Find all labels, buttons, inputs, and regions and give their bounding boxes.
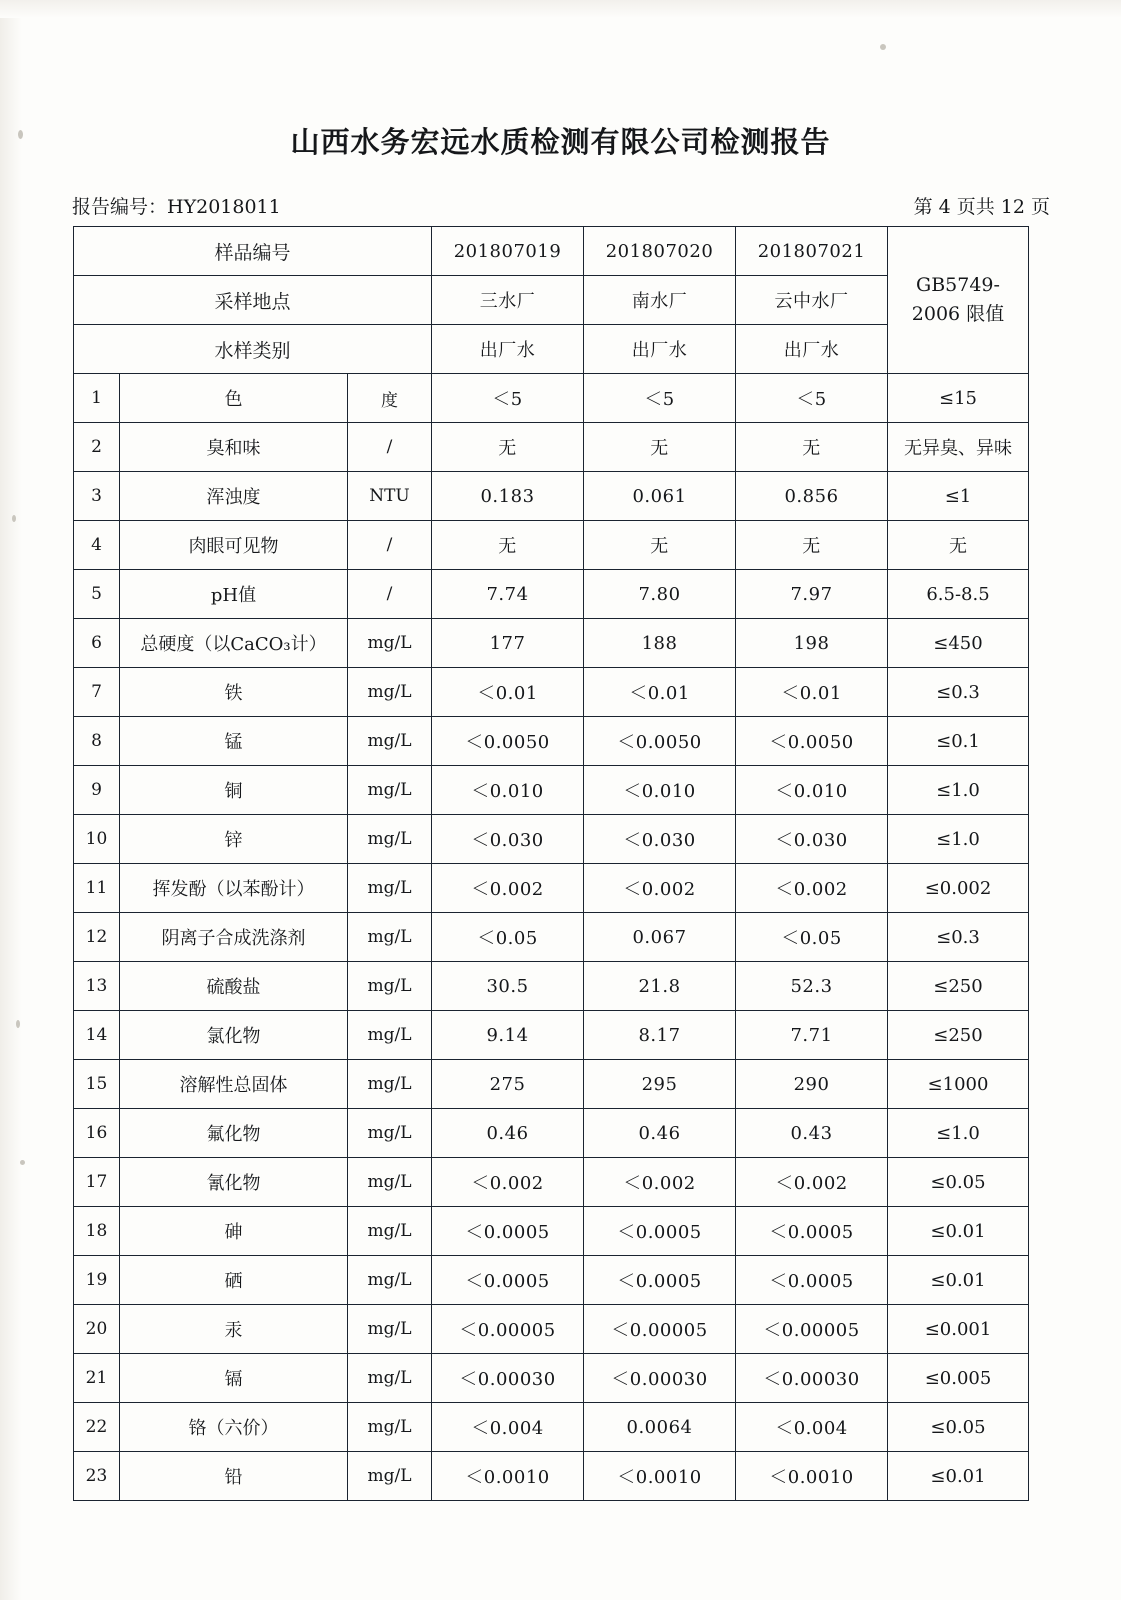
table-header-sample-no — [74, 227, 1029, 276]
row-value-3: ＜0.010 — [736, 766, 888, 815]
table-row — [74, 1207, 1029, 1256]
row-index: 11 — [74, 864, 120, 913]
row-parameter: 肉眼可见物 — [120, 521, 348, 570]
row-limit: ≤0.3 — [888, 913, 1029, 962]
row-limit: ≤0.001 — [888, 1305, 1029, 1354]
row-parameter: 铜 — [120, 766, 348, 815]
row-value-2: 无 — [584, 521, 736, 570]
row-index: 2 — [74, 423, 120, 472]
row-limit: ≤1.0 — [888, 1109, 1029, 1158]
row-index: 3 — [74, 472, 120, 521]
header-label-sample-no: 样品编号 — [74, 227, 432, 276]
row-unit: mg/L — [348, 1354, 432, 1403]
row-limit: ≤0.01 — [888, 1207, 1029, 1256]
row-value-1: 177 — [432, 619, 584, 668]
row-index: 22 — [74, 1403, 120, 1452]
row-limit: ≤0.05 — [888, 1403, 1029, 1452]
location-1: 三水厂 — [432, 276, 584, 325]
row-value-1: 无 — [432, 423, 584, 472]
row-parameter: 汞 — [120, 1305, 348, 1354]
row-parameter: 阴离子合成洗涤剂 — [120, 913, 348, 962]
table-row — [74, 766, 1029, 815]
row-value-2: 无 — [584, 423, 736, 472]
row-value-1: ＜0.0005 — [432, 1207, 584, 1256]
row-limit: ≤0.05 — [888, 1158, 1029, 1207]
row-value-3: ＜0.030 — [736, 815, 888, 864]
row-unit: mg/L — [348, 668, 432, 717]
row-limit: 6.5-8.5 — [888, 570, 1029, 619]
row-unit: mg/L — [348, 1305, 432, 1354]
table-row — [74, 1403, 1029, 1452]
row-value-3: ＜0.004 — [736, 1403, 888, 1452]
row-value-3: ＜0.0050 — [736, 717, 888, 766]
row-value-1: ＜0.002 — [432, 1158, 584, 1207]
row-limit: ≤0.1 — [888, 717, 1029, 766]
row-unit: NTU — [348, 472, 432, 521]
row-index: 20 — [74, 1305, 120, 1354]
water-type-2: 出厂水 — [584, 325, 736, 374]
row-unit: mg/L — [348, 1403, 432, 1452]
row-index: 1 — [74, 374, 120, 423]
table-row — [74, 1354, 1029, 1403]
row-value-2: 7.80 — [584, 570, 736, 619]
table-row — [74, 962, 1029, 1011]
scan-speck — [12, 515, 16, 522]
row-parameter: 铬（六价） — [120, 1403, 348, 1452]
row-parameter: 锰 — [120, 717, 348, 766]
sample-no-1: 201807019 — [432, 227, 584, 276]
row-index: 7 — [74, 668, 120, 717]
table-row — [74, 668, 1029, 717]
row-value-2: 0.46 — [584, 1109, 736, 1158]
scan-edge-top — [0, 0, 1121, 18]
row-parameter: 总硬度（以CaCO₃计） — [120, 619, 348, 668]
water-type-1: 出厂水 — [432, 325, 584, 374]
row-parameter: 铁 — [120, 668, 348, 717]
row-value-1: ＜5 — [432, 374, 584, 423]
limit-standard-line2: 2006 限值 — [911, 303, 1005, 325]
row-value-2: 21.8 — [584, 962, 736, 1011]
row-value-1: ＜0.010 — [432, 766, 584, 815]
row-parameter: 硒 — [120, 1256, 348, 1305]
row-value-1: ＜0.030 — [432, 815, 584, 864]
location-3: 云中水厂 — [736, 276, 888, 325]
row-value-1: 9.14 — [432, 1011, 584, 1060]
row-value-1: 0.46 — [432, 1109, 584, 1158]
row-limit: ≤0.3 — [888, 668, 1029, 717]
row-limit: ≤0.01 — [888, 1452, 1029, 1501]
row-index: 19 — [74, 1256, 120, 1305]
row-value-1: ＜0.00030 — [432, 1354, 584, 1403]
row-index: 4 — [74, 521, 120, 570]
table-row — [74, 423, 1029, 472]
row-value-3: 7.97 — [736, 570, 888, 619]
report-number: 报告编号：HY2018011 — [72, 196, 281, 218]
header-label-location: 采样地点 — [74, 276, 432, 325]
row-limit: ≤0.002 — [888, 864, 1029, 913]
row-value-2: ＜0.010 — [584, 766, 736, 815]
table-row — [74, 1452, 1029, 1501]
table-row — [74, 1158, 1029, 1207]
table-row — [74, 1256, 1029, 1305]
row-value-2: ＜0.01 — [584, 668, 736, 717]
table-row — [74, 570, 1029, 619]
row-limit: ≤1000 — [888, 1060, 1029, 1109]
row-limit: ≤15 — [888, 374, 1029, 423]
row-value-3: ＜0.00005 — [736, 1305, 888, 1354]
table-row — [74, 619, 1029, 668]
row-index: 10 — [74, 815, 120, 864]
row-value-3: 290 — [736, 1060, 888, 1109]
row-unit: / — [348, 423, 432, 472]
table-row — [74, 521, 1029, 570]
row-unit: mg/L — [348, 913, 432, 962]
row-unit: mg/L — [348, 717, 432, 766]
row-value-2: 188 — [584, 619, 736, 668]
row-index: 12 — [74, 913, 120, 962]
row-unit: mg/L — [348, 1109, 432, 1158]
table-row — [74, 472, 1029, 521]
row-index: 8 — [74, 717, 120, 766]
row-limit: ≤450 — [888, 619, 1029, 668]
table-row — [74, 717, 1029, 766]
row-index: 9 — [74, 766, 120, 815]
row-value-3: 无 — [736, 423, 888, 472]
row-unit: mg/L — [348, 1256, 432, 1305]
row-unit: mg/L — [348, 619, 432, 668]
row-value-2: 0.061 — [584, 472, 736, 521]
sample-no-2: 201807020 — [584, 227, 736, 276]
row-value-2: 295 — [584, 1060, 736, 1109]
row-value-1: ＜0.004 — [432, 1403, 584, 1452]
table-header-location — [74, 276, 1029, 325]
row-parameter: 浑浊度 — [120, 472, 348, 521]
row-parameter: 镉 — [120, 1354, 348, 1403]
row-index: 14 — [74, 1011, 120, 1060]
row-value-2: ＜0.00005 — [584, 1305, 736, 1354]
row-value-2: 0.0064 — [584, 1403, 736, 1452]
row-value-3: ＜5 — [736, 374, 888, 423]
row-parameter: 溶解性总固体 — [120, 1060, 348, 1109]
row-value-3: 198 — [736, 619, 888, 668]
scan-speck — [20, 1160, 25, 1165]
page-number: 第 4 页共 12 页 — [913, 196, 1050, 218]
table-row — [74, 1109, 1029, 1158]
row-unit: mg/L — [348, 815, 432, 864]
water-type-3: 出厂水 — [736, 325, 888, 374]
row-value-1: ＜0.05 — [432, 913, 584, 962]
table-row — [74, 1305, 1029, 1354]
row-index: 21 — [74, 1354, 120, 1403]
row-value-1: ＜0.0005 — [432, 1256, 584, 1305]
row-value-3: ＜0.002 — [736, 864, 888, 913]
row-value-2: ＜0.0010 — [584, 1452, 736, 1501]
row-unit: mg/L — [348, 864, 432, 913]
row-value-2: ＜5 — [584, 374, 736, 423]
row-parameter: 氯化物 — [120, 1011, 348, 1060]
row-parameter: 氟化物 — [120, 1109, 348, 1158]
table-row — [74, 913, 1029, 962]
row-limit: ≤250 — [888, 1011, 1029, 1060]
row-value-2: ＜0.0050 — [584, 717, 736, 766]
row-value-3: 0.43 — [736, 1109, 888, 1158]
row-limit: 无 — [888, 521, 1029, 570]
row-parameter: pH值 — [120, 570, 348, 619]
row-value-3: ＜0.0010 — [736, 1452, 888, 1501]
row-value-3: ＜0.0005 — [736, 1256, 888, 1305]
row-parameter: 砷 — [120, 1207, 348, 1256]
table-row — [74, 1011, 1029, 1060]
row-limit: ≤1 — [888, 472, 1029, 521]
row-parameter: 铅 — [120, 1452, 348, 1501]
location-2: 南水厂 — [584, 276, 736, 325]
row-parameter: 氰化物 — [120, 1158, 348, 1207]
row-unit: mg/L — [348, 1158, 432, 1207]
row-value-3: 0.856 — [736, 472, 888, 521]
row-unit: / — [348, 570, 432, 619]
row-value-3: 52.3 — [736, 962, 888, 1011]
row-unit: mg/L — [348, 962, 432, 1011]
water-quality-table — [73, 226, 1029, 1501]
row-parameter: 臭和味 — [120, 423, 348, 472]
row-unit: mg/L — [348, 1452, 432, 1501]
row-value-1: ＜0.00005 — [432, 1305, 584, 1354]
scan-speck — [880, 44, 886, 50]
row-value-1: ＜0.0050 — [432, 717, 584, 766]
row-value-2: 0.067 — [584, 913, 736, 962]
row-value-3: ＜0.00030 — [736, 1354, 888, 1403]
row-index: 16 — [74, 1109, 120, 1158]
row-index: 13 — [74, 962, 120, 1011]
row-value-2: ＜0.0005 — [584, 1207, 736, 1256]
row-value-3: 无 — [736, 521, 888, 570]
header-label-water-type: 水样类别 — [74, 325, 432, 374]
row-value-1: 0.183 — [432, 472, 584, 521]
row-limit: 无异臭、异味 — [888, 423, 1029, 472]
row-parameter: 挥发酚（以苯酚计） — [120, 864, 348, 913]
table-row — [74, 374, 1029, 423]
limit-standard-line1: GB5749- — [916, 273, 1000, 296]
table-header-water-type — [74, 325, 1029, 374]
row-index: 5 — [74, 570, 120, 619]
row-unit: mg/L — [348, 766, 432, 815]
row-value-1: ＜0.0010 — [432, 1452, 584, 1501]
row-value-1: 275 — [432, 1060, 584, 1109]
row-parameter: 锌 — [120, 815, 348, 864]
row-index: 23 — [74, 1452, 120, 1501]
scan-edge-left — [0, 0, 22, 1600]
row-value-2: ＜0.00030 — [584, 1354, 736, 1403]
row-value-1: 7.74 — [432, 570, 584, 619]
row-value-2: ＜0.002 — [584, 864, 736, 913]
row-limit: ≤1.0 — [888, 815, 1029, 864]
row-value-3: ＜0.01 — [736, 668, 888, 717]
scan-speck — [16, 1020, 20, 1028]
row-unit: 度 — [348, 374, 432, 423]
row-limit: ≤0.005 — [888, 1354, 1029, 1403]
row-parameter: 硫酸盐 — [120, 962, 348, 1011]
row-value-3: ＜0.0005 — [736, 1207, 888, 1256]
row-value-1: ＜0.002 — [432, 864, 584, 913]
row-value-2: ＜0.030 — [584, 815, 736, 864]
row-index: 17 — [74, 1158, 120, 1207]
row-value-3: 7.71 — [736, 1011, 888, 1060]
row-value-2: ＜0.002 — [584, 1158, 736, 1207]
table-row — [74, 1060, 1029, 1109]
row-index: 15 — [74, 1060, 120, 1109]
row-limit: ≤250 — [888, 962, 1029, 1011]
row-value-2: 8.17 — [584, 1011, 736, 1060]
row-value-3: ＜0.002 — [736, 1158, 888, 1207]
row-value-2: ＜0.0005 — [584, 1256, 736, 1305]
row-index: 18 — [74, 1207, 120, 1256]
row-unit: mg/L — [348, 1011, 432, 1060]
row-value-1: 30.5 — [432, 962, 584, 1011]
row-unit: mg/L — [348, 1207, 432, 1256]
row-value-1: ＜0.01 — [432, 668, 584, 717]
row-value-1: 无 — [432, 521, 584, 570]
sample-no-3: 201807021 — [736, 227, 888, 276]
row-limit: ≤0.01 — [888, 1256, 1029, 1305]
row-limit: ≤1.0 — [888, 766, 1029, 815]
limit-standard-header — [888, 227, 1029, 374]
row-parameter: 色 — [120, 374, 348, 423]
table-row — [74, 815, 1029, 864]
row-index: 6 — [74, 619, 120, 668]
table-row — [74, 864, 1029, 913]
row-unit: mg/L — [348, 1060, 432, 1109]
row-value-3: ＜0.05 — [736, 913, 888, 962]
report-meta — [72, 192, 1050, 219]
page-title: 山西水务宏远水质检测有限公司检测报告 — [290, 125, 831, 159]
row-unit: / — [348, 521, 432, 570]
